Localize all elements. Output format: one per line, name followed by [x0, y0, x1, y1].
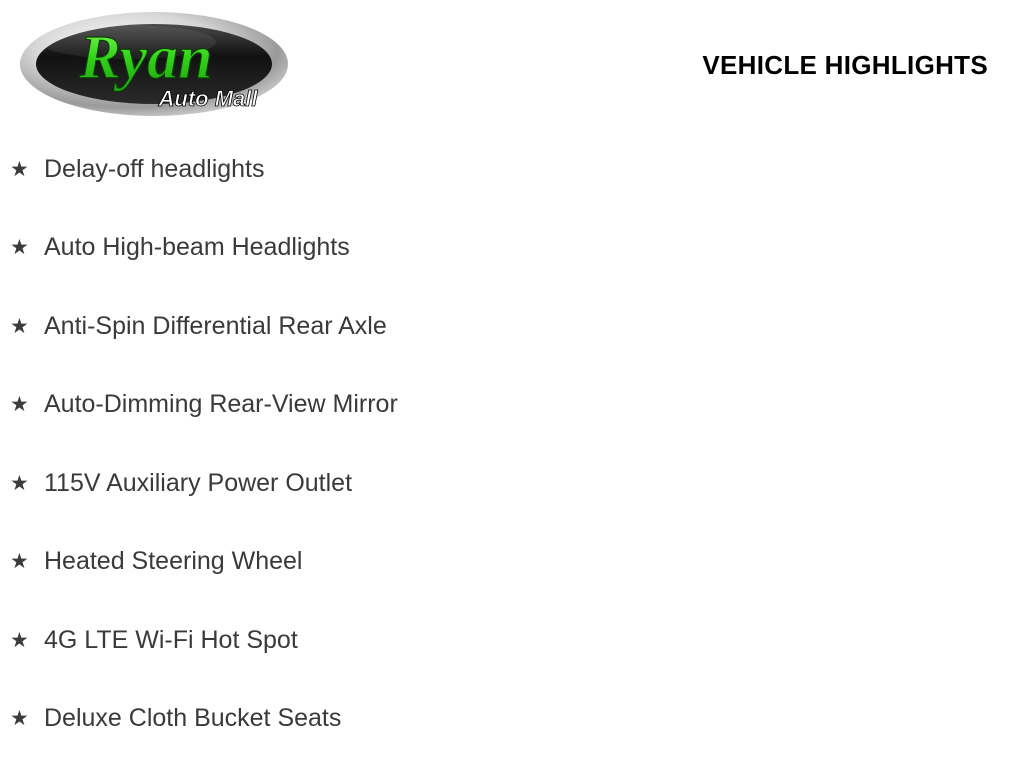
svg-text:Auto Mall: Auto Mall	[158, 86, 258, 111]
highlight-label: Auto-Dimming Rear-View Mirror	[44, 390, 398, 419]
highlight-label: Delay-off headlights	[44, 154, 265, 183]
list-item	[10, 680, 1024, 759]
ryan-auto-mall-logo	[18, 8, 290, 120]
star-icon: ★	[10, 471, 29, 495]
highlight-label: Heated Steering Wheel	[44, 547, 303, 576]
list-item	[10, 287, 1024, 366]
highlight-label: 115V Auxiliary Power Outlet	[44, 468, 353, 497]
svg-text:Ryan: Ryan	[79, 24, 213, 92]
highlight-label: Auto High-beam Headlights	[44, 233, 350, 262]
list-item	[10, 130, 1024, 209]
star-icon: ★	[10, 707, 29, 731]
highlight-label: Deluxe Cloth Bucket Seats	[44, 704, 342, 733]
page-header	[0, 0, 1024, 130]
star-icon: ★	[10, 314, 29, 338]
list-item	[10, 209, 1024, 288]
list-item	[10, 366, 1024, 445]
highlight-label: 4G LTE Wi-Fi Hot Spot	[44, 625, 298, 654]
star-icon: ★	[10, 236, 29, 260]
vehicle-highlights-list	[0, 130, 1024, 758]
star-icon: ★	[10, 393, 29, 417]
list-item	[10, 444, 1024, 523]
page-title: VEHICLE HIGHLIGHTS	[702, 50, 988, 80]
star-icon: ★	[10, 157, 29, 181]
highlight-label: Anti-Spin Differential Rear Axle	[44, 311, 387, 340]
list-item	[10, 523, 1024, 602]
star-icon: ★	[10, 628, 29, 652]
star-icon: ★	[10, 550, 29, 574]
list-item	[10, 601, 1024, 680]
